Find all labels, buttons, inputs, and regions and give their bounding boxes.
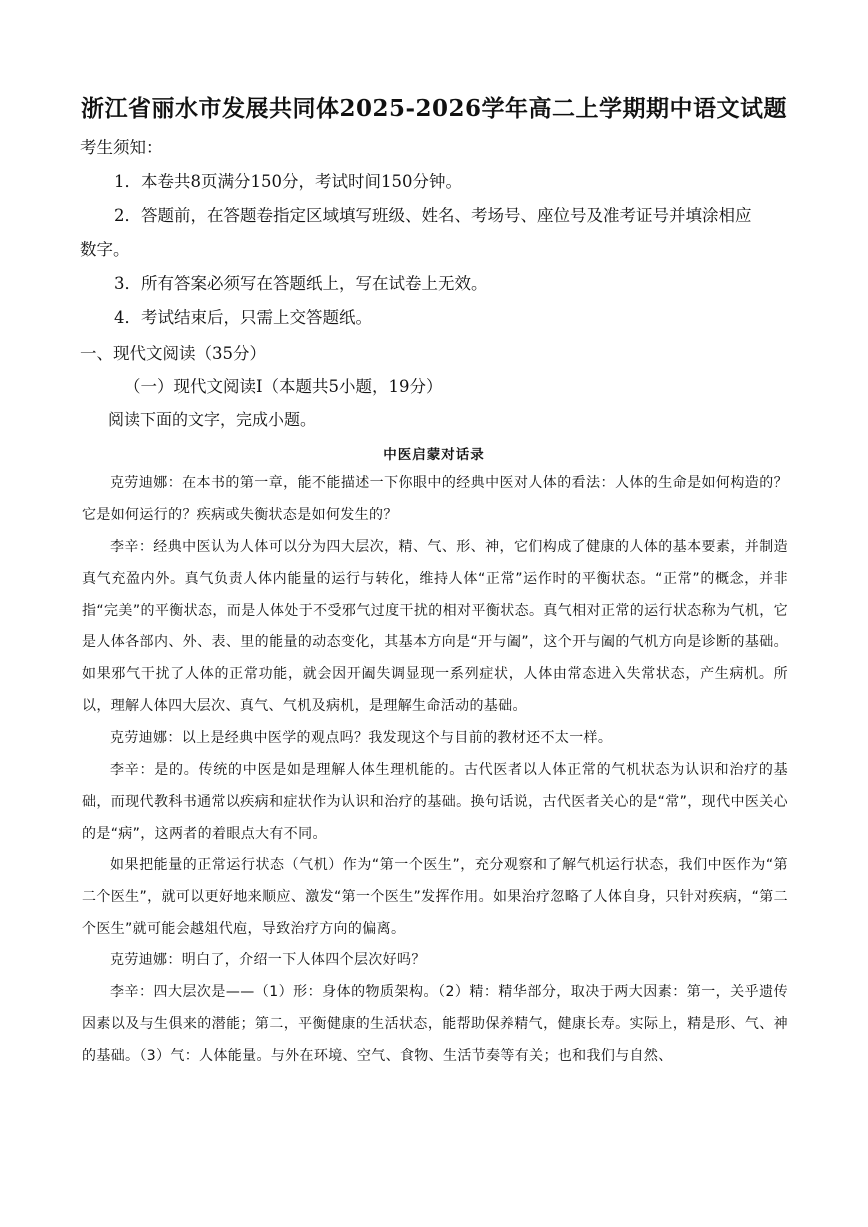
notice-item-1: 1．本卷共8页满分150分，考试时间150分钟。 [114,172,462,191]
article-paragraph-2: 李辛：经典中医认为人体可以分为四大层次，精、气、形、神，它们构成了健康的人体的基本要素，并制造真气充盈内外。真气负责人体内能量的运行与转化，维持人体“正常”运作时的平衡状态。“正常”的概念，并非指“完美”的平衡状态，而是人体处于不受邪气过度干扰的相对平衡状态。真气相对正常的运行状态称为气机，它是人体各部内、外、表、里的能量的动态变化，其基本方向是“开与阖”，这个开与阖的气机方向是诊断的基础。如果邪气干扰了人体的正常功能，就会因开阖失调显现一系列症状，人体由常态进入失常状态，产生病机。所以，理解人体四大层次、真气、气机及病机，是理解生命活动的基础。 [82,539,788,714]
article-paragraph-6: 克劳迪娜：明白了，介绍一下人体四个层次好吗？ [110,952,426,968]
notice-item-3: 3．所有答案必须写在答题纸上，写在试卷上无效。 [114,274,488,293]
exam-title: 浙江省丽水市发展共同体2025-2026学年高二上学期期中语文试题 [80,95,788,122]
section-heading: 一、现代文阅读（35分） [80,344,266,363]
subsection-heading: （一）现代文阅读Ⅰ（本题共5小题，19分） [124,377,443,396]
article-title: 中医启蒙对话录 [383,447,485,463]
article-paragraph-1: 克劳迪娜：在本书的第一章，能不能描述一下你眼中的经典中医对人体的看法：人体的生命是如何构造的？它是如何运行的？疾病或失衡状态是如何发生的？ [82,475,788,523]
article-paragraph-7: 李辛：四大层次是——（1）形：身体的物质架构。（2）精：精华部分，取决于两大因素：第一，关乎遗传因素以及与生俱来的潜能；第二，平衡健康的生活状态，能帮助保养精气，健康长寿。实际上，精是形、气、神的基础。（3）气：人体能量。与外在环境、空气、食物、生活节奏等有关；也和我们与自然、 [82,984,788,1064]
notice-heading: 考生须知： [80,138,163,157]
article-paragraph-5: 如果把能量的正常运行状态（气机）作为“第一个医生”，充分观察和了解气机运行状态，我们中医作为“第二个医生”，就可以更好地来顺应、激发“第一个医生”发挥作用。如果治疗忽略了人体自身，只针对疾病，“第二个医生”就可能会越俎代庖，导致治疗方向的偏离。 [82,857,788,937]
reading-instruction: 阅读下面的文字，完成小题。 [108,410,317,429]
notice-item-2-continued: 数字。 [80,240,130,259]
notice-item-2: 2．答题前，在答题卷指定区域填写班级、姓名、考场号、座位号及准考证号并填涂相应 [114,206,752,225]
article-paragraph-3: 克劳迪娜：以上是经典中医学的观点吗？我发现这个与目前的教材还不太一样。 [110,730,613,746]
article-paragraph-4: 李辛：是的。传统的中医是如是理解人体生理机能的。古代医者以人体正常的气机状态为认识和治疗的基础，而现代教科书通常以疾病和症状作为认识和治疗的基础。换句话说，古代医者关心的是“常”，现代中医关心的是“病”，这两者的着眼点大有不同。 [82,762,788,842]
notice-item-4: 4．考试结束后，只需上交答题纸。 [114,308,372,327]
